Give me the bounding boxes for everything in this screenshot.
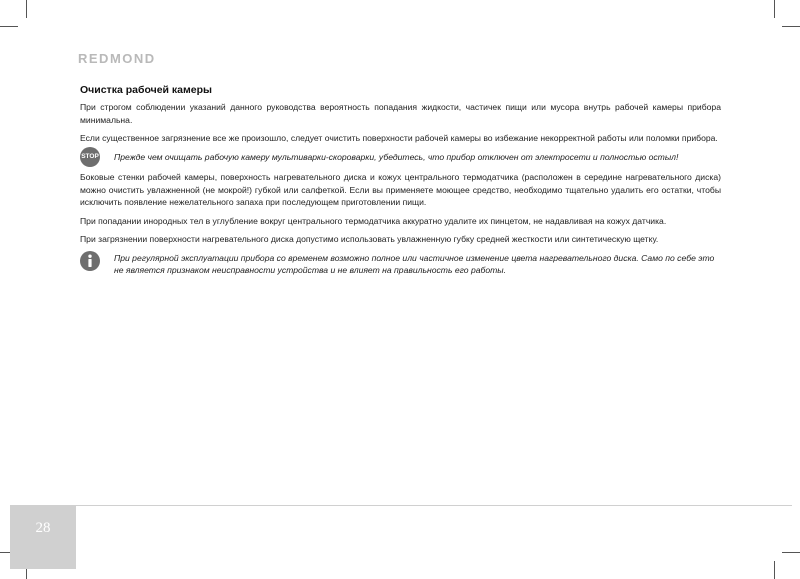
footer-divider: [76, 505, 792, 506]
paragraph: Если существенное загрязнение все же произошло, следует очистить поверхности рабочей камеры во избежание некорректной работы или поломки прибора.: [80, 133, 718, 143]
info-note: [80, 252, 721, 277]
paragraph: Боковые стенки рабочей камеры, поверхность нагревательного диска и кожух центрального термодатчика (расположен в середине нагревательного диска) можно очистить увлажненной (не мокрой!) губкой или салфеткой. Если вы применяете моющее средство, необходимо тщательно удалить его остатки, чтобы исключить появление нежелательного запаха при последующем приготовлении пищи.: [80, 172, 721, 207]
crop-mark: [782, 552, 800, 553]
stop-note-text: Прежде чем очищать рабочую камеру мультиварки-скороварки, убедитесь, что прибор отключен от электросети и полностью остыл!: [114, 151, 679, 162]
section-title: Очистка рабочей камеры: [80, 84, 212, 96]
stop-note: [80, 151, 721, 164]
crop-mark: [26, 0, 27, 18]
info-icon: [80, 251, 100, 271]
paragraph: При попадании инородных тел в углубление вокруг центрального термодатчика аккуратно удалите их пинцетом, не надавливая на кожух датчика.: [80, 215, 667, 226]
crop-mark: [782, 26, 800, 27]
crop-mark: [0, 26, 18, 27]
brand-logo: REDMOND: [78, 51, 156, 66]
stop-icon: STOP: [80, 147, 100, 167]
info-note-text: При регулярной эксплуатации прибора со временем возможно полное или частичное изменение цвета нагревательного диска. Само по себе это не является признаком неисправности устройства и не влияет на правильность его работы.: [114, 252, 715, 275]
crop-mark: [774, 0, 775, 18]
page-number: 28: [35, 520, 51, 536]
paragraph: При строгом соблюдении указаний данного руководства вероятность попадания жидкости, частичек пищи или мусора внутрь рабочей камеры прибора минимальна.: [80, 102, 721, 125]
paragraph: При загрязнении поверхности нагревательного диска допустимо использовать увлажненную губку средней жесткости или синтетическую щетку.: [80, 234, 659, 244]
page-number-box: [10, 505, 76, 569]
main-content: [80, 84, 721, 285]
crop-mark: [774, 561, 775, 579]
